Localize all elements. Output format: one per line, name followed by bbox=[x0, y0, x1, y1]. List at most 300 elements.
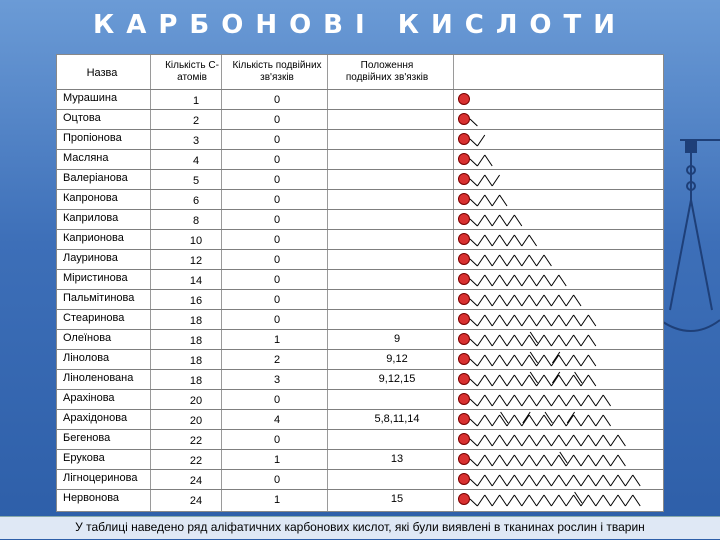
bond bbox=[485, 235, 492, 246]
cell-c: 3 bbox=[192, 135, 200, 147]
bond bbox=[596, 395, 603, 406]
table-row bbox=[57, 189, 663, 210]
cell-name: Каприлова bbox=[63, 212, 119, 224]
bond bbox=[514, 215, 521, 226]
bond bbox=[574, 355, 581, 366]
bond bbox=[588, 475, 595, 486]
bond bbox=[477, 455, 484, 466]
bond bbox=[507, 295, 514, 306]
carboxyl-head-atom bbox=[459, 194, 470, 205]
structural-formula bbox=[457, 111, 497, 129]
cell-db: 0 bbox=[273, 154, 281, 166]
carboxyl-head-atom bbox=[459, 454, 470, 465]
bond bbox=[492, 235, 499, 246]
carboxyl-head-atom bbox=[459, 274, 470, 285]
bond bbox=[574, 315, 581, 326]
cell-name: Капронова bbox=[63, 192, 118, 204]
cell-db: 0 bbox=[273, 114, 281, 126]
carboxyl-head-atom bbox=[459, 94, 470, 105]
carboxyl-head-atom bbox=[459, 474, 470, 485]
structural-formula bbox=[457, 211, 529, 229]
bond bbox=[566, 295, 573, 306]
bond bbox=[514, 235, 521, 246]
bond bbox=[492, 335, 499, 346]
bond bbox=[529, 255, 536, 266]
table-row bbox=[57, 209, 663, 230]
bond bbox=[514, 455, 521, 466]
bond bbox=[529, 475, 536, 486]
cell-c: 5 bbox=[192, 175, 200, 187]
bond bbox=[492, 495, 499, 506]
balance-scale-decoration bbox=[660, 110, 720, 470]
bond bbox=[559, 315, 566, 326]
bond bbox=[500, 375, 507, 386]
bond bbox=[537, 295, 544, 306]
bond bbox=[477, 395, 484, 406]
bond bbox=[507, 435, 514, 446]
bond bbox=[470, 259, 477, 266]
cell-name: Лінолова bbox=[63, 352, 110, 364]
bond bbox=[581, 415, 588, 426]
bond bbox=[470, 159, 477, 166]
table-row bbox=[57, 469, 663, 490]
bond bbox=[544, 375, 551, 386]
bond bbox=[470, 299, 477, 306]
bond bbox=[477, 215, 484, 226]
bond bbox=[537, 255, 544, 266]
bond bbox=[514, 435, 521, 446]
bond bbox=[507, 335, 514, 346]
bond bbox=[625, 475, 632, 486]
bond bbox=[507, 315, 514, 326]
bond bbox=[529, 395, 536, 406]
bond bbox=[492, 275, 499, 286]
bond bbox=[500, 315, 507, 326]
bond bbox=[581, 375, 588, 386]
bond bbox=[566, 395, 573, 406]
bond bbox=[537, 495, 544, 506]
table-row bbox=[57, 369, 663, 390]
bond bbox=[551, 295, 558, 306]
bond bbox=[507, 275, 514, 286]
bond bbox=[559, 335, 566, 346]
bond bbox=[514, 315, 521, 326]
bond bbox=[477, 275, 484, 286]
table-row bbox=[57, 329, 663, 350]
cell-c: 18 bbox=[189, 355, 203, 367]
bond bbox=[544, 315, 551, 326]
cell-pos: 9,12,15 bbox=[378, 373, 416, 385]
structural-formula bbox=[457, 391, 618, 409]
bond bbox=[537, 415, 544, 426]
cell-pos: 13 bbox=[390, 453, 404, 465]
structural-formula bbox=[457, 371, 603, 389]
bond bbox=[537, 375, 544, 386]
double-bond bbox=[567, 412, 574, 423]
bond bbox=[477, 335, 484, 346]
bond bbox=[522, 435, 529, 446]
bond bbox=[492, 375, 499, 386]
bond bbox=[566, 355, 573, 366]
cell-db: 0 bbox=[273, 254, 281, 266]
carboxyl-head-atom bbox=[459, 414, 470, 425]
bond bbox=[574, 295, 581, 306]
cell-db: 0 bbox=[273, 474, 281, 486]
cell-name: Арахінова bbox=[63, 392, 115, 404]
cell-name: Пропіонова bbox=[63, 132, 122, 144]
cell-db: 0 bbox=[273, 434, 281, 446]
bond bbox=[537, 435, 544, 446]
bond bbox=[551, 415, 558, 426]
bond bbox=[470, 279, 477, 286]
bond bbox=[485, 195, 492, 206]
cell-c: 2 bbox=[192, 115, 200, 127]
structural-formula bbox=[457, 291, 588, 309]
carboxyl-head-atom bbox=[459, 294, 470, 305]
structural-formula bbox=[457, 231, 544, 249]
bond bbox=[477, 195, 484, 206]
bond bbox=[559, 435, 566, 446]
carboxyl-head-atom bbox=[459, 314, 470, 325]
cell-c: 24 bbox=[189, 495, 203, 507]
bond bbox=[500, 355, 507, 366]
bond bbox=[514, 295, 521, 306]
bond bbox=[514, 355, 521, 366]
bond bbox=[477, 495, 484, 506]
bond bbox=[492, 195, 499, 206]
table-row bbox=[57, 429, 663, 450]
bond bbox=[574, 455, 581, 466]
bond bbox=[581, 315, 588, 326]
bond bbox=[492, 315, 499, 326]
structural-formula bbox=[457, 331, 603, 349]
bond bbox=[514, 415, 521, 426]
cell-db: 0 bbox=[273, 194, 281, 206]
carboxyl-head-atom bbox=[459, 234, 470, 245]
bond bbox=[507, 455, 514, 466]
bond bbox=[522, 295, 529, 306]
bond bbox=[485, 275, 492, 286]
bond bbox=[588, 415, 595, 426]
bond bbox=[522, 475, 529, 486]
carboxyl-head-atom bbox=[459, 214, 470, 225]
bond bbox=[633, 495, 640, 506]
bond bbox=[492, 295, 499, 306]
bond bbox=[544, 435, 551, 446]
table-row bbox=[57, 169, 663, 190]
bond bbox=[492, 215, 499, 226]
table-row bbox=[57, 109, 663, 130]
bond bbox=[551, 475, 558, 486]
structural-formula bbox=[457, 171, 507, 189]
bond bbox=[507, 475, 514, 486]
bond bbox=[492, 455, 499, 466]
bond bbox=[507, 495, 514, 506]
bond bbox=[544, 475, 551, 486]
table-row bbox=[57, 289, 663, 310]
bond bbox=[529, 435, 536, 446]
bond bbox=[581, 355, 588, 366]
bond bbox=[596, 455, 603, 466]
bond bbox=[588, 395, 595, 406]
bond bbox=[618, 435, 625, 446]
bond bbox=[507, 355, 514, 366]
cell-name: Мурашина bbox=[63, 92, 118, 104]
cell-pos: 9,12 bbox=[386, 353, 408, 365]
page-title: КАРБОНОВІ КИСЛОТИ bbox=[92, 10, 628, 40]
bond bbox=[559, 295, 566, 306]
bond bbox=[574, 335, 581, 346]
bond bbox=[596, 475, 603, 486]
bond bbox=[618, 475, 625, 486]
bond bbox=[544, 335, 551, 346]
bond bbox=[522, 395, 529, 406]
structural-formula bbox=[457, 351, 603, 369]
bond bbox=[529, 415, 536, 426]
bond bbox=[500, 335, 507, 346]
bond bbox=[618, 455, 625, 466]
bond bbox=[507, 395, 514, 406]
bond bbox=[537, 455, 544, 466]
cell-db: 0 bbox=[273, 214, 281, 226]
bond bbox=[588, 435, 595, 446]
bond bbox=[537, 475, 544, 486]
bond bbox=[551, 495, 558, 506]
bond bbox=[537, 315, 544, 326]
structural-formula bbox=[457, 451, 632, 469]
bond bbox=[559, 475, 566, 486]
bond bbox=[507, 235, 514, 246]
bond bbox=[507, 415, 514, 426]
bond bbox=[611, 435, 618, 446]
cell-name: Нервонова bbox=[63, 492, 120, 504]
cell-db: 1 bbox=[273, 334, 281, 346]
cell-name: Валеріанова bbox=[63, 172, 128, 184]
bond bbox=[477, 235, 484, 246]
bond bbox=[566, 335, 573, 346]
cell-name: Арахідонова bbox=[63, 412, 128, 424]
bond bbox=[500, 435, 507, 446]
cell-db: 0 bbox=[273, 174, 281, 186]
bond bbox=[544, 275, 551, 286]
bond bbox=[566, 315, 573, 326]
cell-db: 1 bbox=[273, 454, 281, 466]
cell-c: 12 bbox=[189, 255, 203, 267]
bond bbox=[485, 155, 492, 166]
bond bbox=[581, 395, 588, 406]
carboxyl-head-atom bbox=[459, 354, 470, 365]
bond bbox=[470, 339, 477, 346]
bond bbox=[485, 395, 492, 406]
bond bbox=[551, 275, 558, 286]
bond bbox=[588, 335, 595, 346]
bond bbox=[507, 255, 514, 266]
cell-name: Оцтова bbox=[63, 112, 101, 124]
carboxyl-head-atom bbox=[459, 114, 470, 125]
structural-formula bbox=[457, 491, 647, 509]
cell-db: 0 bbox=[273, 274, 281, 286]
bond bbox=[492, 175, 499, 186]
table-row bbox=[57, 129, 663, 150]
bond bbox=[559, 375, 566, 386]
bond bbox=[588, 455, 595, 466]
table-row bbox=[57, 489, 663, 510]
bond bbox=[477, 255, 484, 266]
cell-name: Лігноцеринова bbox=[63, 472, 138, 484]
carboxyl-head-atom bbox=[459, 374, 470, 385]
bond bbox=[485, 375, 492, 386]
bond bbox=[500, 215, 507, 226]
cell-name: Ліноленована bbox=[63, 372, 134, 384]
bond bbox=[529, 235, 536, 246]
bond bbox=[500, 195, 507, 206]
bond bbox=[500, 395, 507, 406]
bond bbox=[522, 235, 529, 246]
bond bbox=[537, 275, 544, 286]
bond bbox=[544, 295, 551, 306]
bond bbox=[514, 335, 521, 346]
bond bbox=[581, 455, 588, 466]
cell-c: 1 bbox=[192, 95, 200, 107]
bond bbox=[551, 315, 558, 326]
structural-formula bbox=[457, 271, 573, 289]
bond bbox=[537, 395, 544, 406]
bond bbox=[485, 495, 492, 506]
bond bbox=[544, 395, 551, 406]
structural-formula bbox=[457, 311, 603, 329]
cell-c: 18 bbox=[189, 375, 203, 387]
bond bbox=[551, 435, 558, 446]
bond bbox=[566, 475, 573, 486]
bond bbox=[559, 415, 566, 426]
bond bbox=[603, 475, 610, 486]
bond bbox=[470, 359, 477, 366]
cell-c: 6 bbox=[192, 195, 200, 207]
carboxyl-head-atom bbox=[459, 254, 470, 265]
bond bbox=[514, 375, 521, 386]
caption: У таблиці наведено ряд аліфатичних карбонових кислот, які були виявлені в тканинах рослин і тварин bbox=[0, 516, 720, 539]
bond bbox=[485, 475, 492, 486]
bond bbox=[529, 455, 536, 466]
cell-name: Олеїнова bbox=[63, 332, 112, 344]
bond bbox=[611, 475, 618, 486]
structural-formula bbox=[457, 151, 499, 169]
bond bbox=[574, 395, 581, 406]
bond bbox=[551, 395, 558, 406]
bond bbox=[470, 199, 477, 206]
bond bbox=[603, 395, 610, 406]
carboxyl-head-atom bbox=[459, 154, 470, 165]
cell-db: 0 bbox=[273, 394, 281, 406]
bond bbox=[485, 255, 492, 266]
bond bbox=[485, 435, 492, 446]
table-row bbox=[57, 449, 663, 470]
bond bbox=[588, 375, 595, 386]
cell-name: Стеаринова bbox=[63, 312, 125, 324]
cell-c: 10 bbox=[189, 235, 203, 247]
bond bbox=[477, 475, 484, 486]
bond bbox=[485, 215, 492, 226]
cell-c: 18 bbox=[189, 335, 203, 347]
double-bond bbox=[552, 372, 559, 383]
cell-db: 0 bbox=[273, 294, 281, 306]
cell-name: Каприонова bbox=[63, 232, 124, 244]
bond bbox=[477, 135, 484, 146]
double-bond bbox=[523, 412, 530, 423]
bond bbox=[581, 495, 588, 506]
carboxyl-head-atom bbox=[459, 394, 470, 405]
carboxyl-head-atom bbox=[459, 494, 470, 505]
bond bbox=[470, 499, 477, 506]
cell-name: Міристинова bbox=[63, 272, 128, 284]
bond bbox=[581, 435, 588, 446]
bond bbox=[500, 235, 507, 246]
bond bbox=[522, 495, 529, 506]
bond bbox=[574, 435, 581, 446]
bond bbox=[588, 315, 595, 326]
bond bbox=[477, 315, 484, 326]
bond bbox=[492, 435, 499, 446]
header-double-bonds: Кількість подвійних зв'язків bbox=[232, 60, 322, 83]
carboxyl-head-atom bbox=[459, 434, 470, 445]
cell-name: Масляна bbox=[63, 152, 109, 164]
bond bbox=[485, 175, 492, 186]
table-row bbox=[57, 269, 663, 290]
bond bbox=[603, 415, 610, 426]
bond bbox=[485, 455, 492, 466]
cell-db: 0 bbox=[273, 234, 281, 246]
structural-formula bbox=[457, 91, 497, 109]
cell-pos: 15 bbox=[390, 493, 404, 505]
bond bbox=[596, 495, 603, 506]
bond bbox=[477, 155, 484, 166]
table-row bbox=[57, 409, 663, 430]
bond bbox=[566, 435, 573, 446]
carboxyl-head-atom bbox=[459, 174, 470, 185]
cell-db: 1 bbox=[273, 494, 281, 506]
bond bbox=[581, 335, 588, 346]
bond bbox=[507, 375, 514, 386]
bond bbox=[559, 495, 566, 506]
bond bbox=[477, 375, 484, 386]
bond bbox=[500, 275, 507, 286]
structural-formula bbox=[457, 411, 618, 429]
bond bbox=[551, 355, 558, 366]
bond bbox=[470, 139, 477, 146]
bond bbox=[477, 175, 484, 186]
bond bbox=[477, 295, 484, 306]
bond bbox=[514, 475, 521, 486]
cell-db: 3 bbox=[273, 374, 281, 386]
bond bbox=[537, 335, 544, 346]
bond bbox=[596, 415, 603, 426]
carboxyl-head-atom bbox=[459, 134, 470, 145]
bond bbox=[477, 435, 484, 446]
cell-db: 2 bbox=[273, 354, 281, 366]
bond bbox=[500, 495, 507, 506]
cell-name: Пальмітинова bbox=[63, 292, 135, 304]
cell-c: 20 bbox=[189, 395, 203, 407]
cell-db: 0 bbox=[273, 314, 281, 326]
bond bbox=[485, 415, 492, 426]
bond bbox=[611, 495, 618, 506]
table-row bbox=[57, 149, 663, 170]
bond bbox=[566, 495, 573, 506]
table-row bbox=[57, 229, 663, 250]
bond bbox=[611, 455, 618, 466]
bond bbox=[529, 315, 536, 326]
bond bbox=[537, 355, 544, 366]
